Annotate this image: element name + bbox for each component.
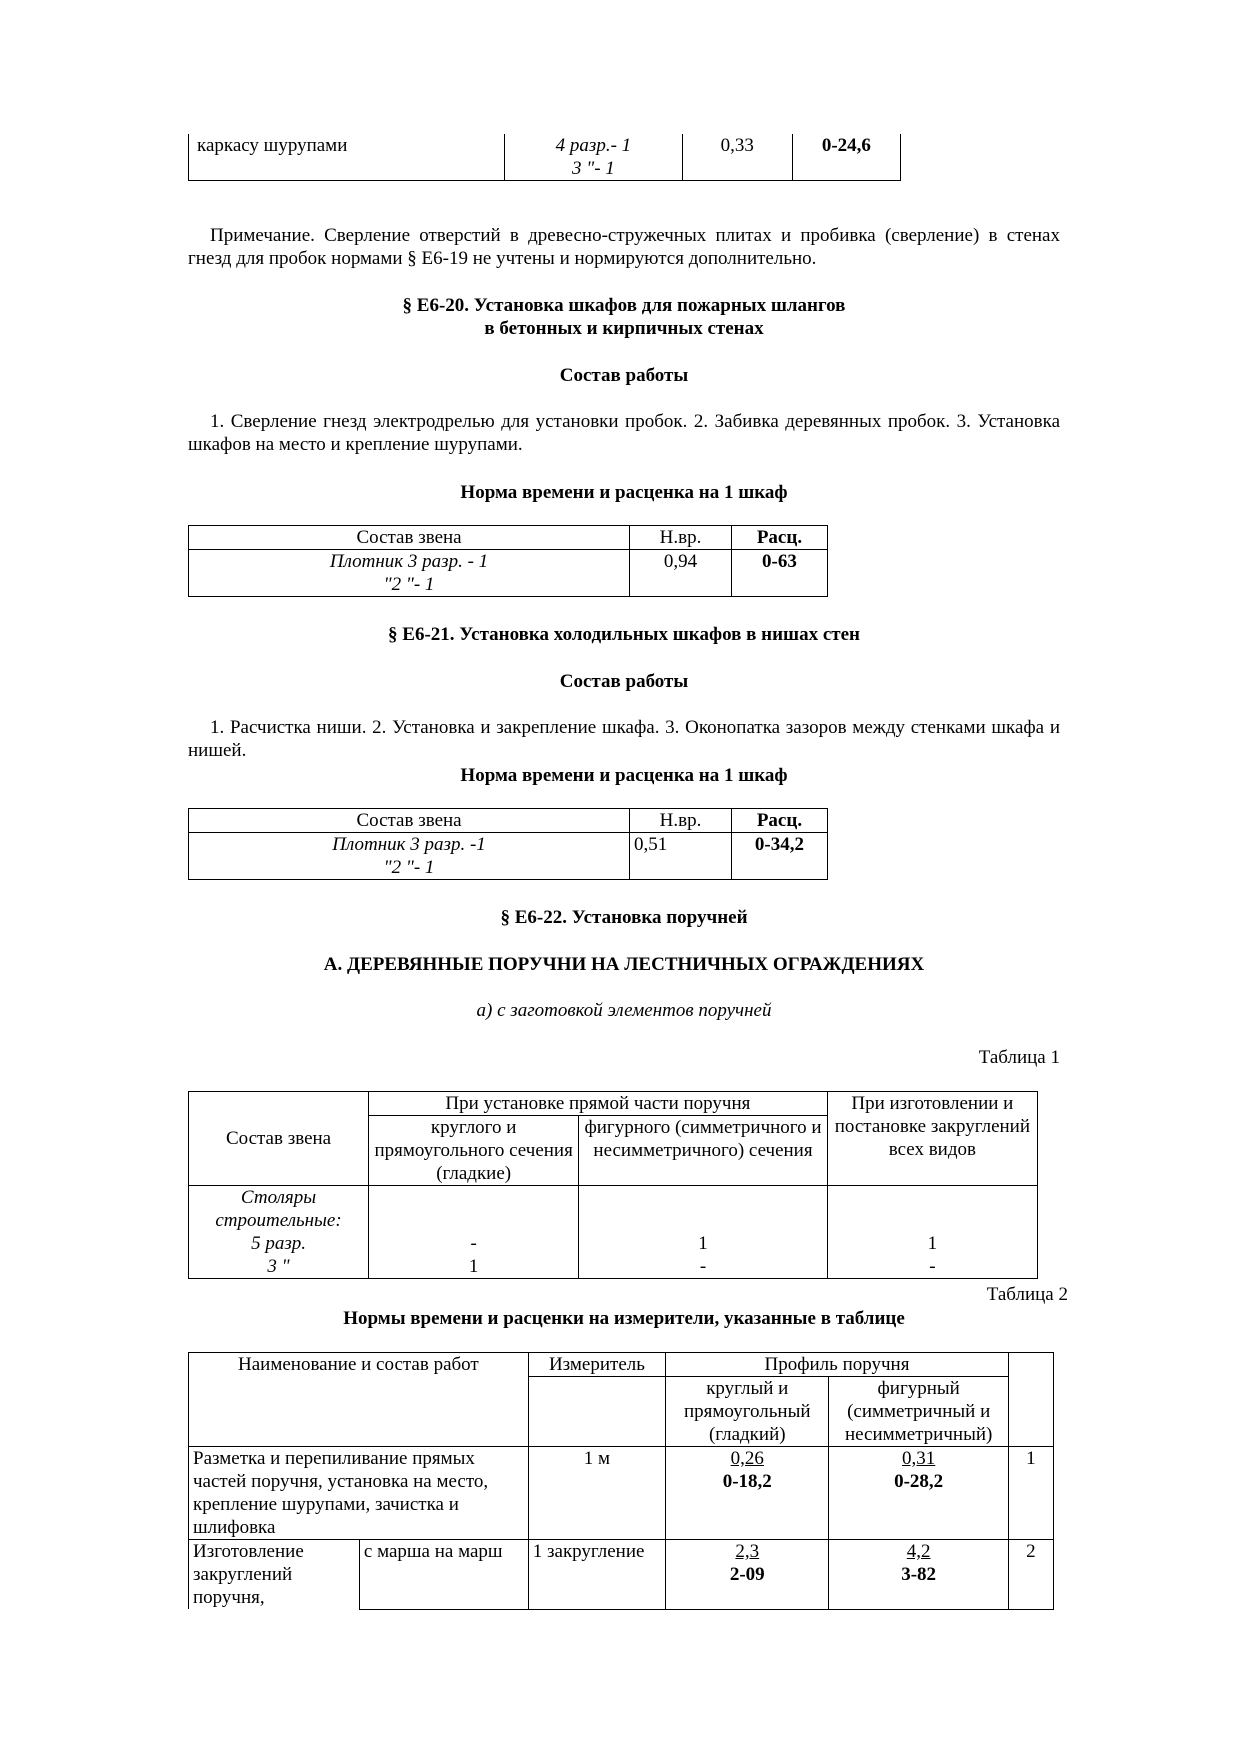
work-name-cell: каркасу шурупами [189, 134, 505, 181]
grade-cell: 5 разр. [189, 1232, 369, 1255]
table-header-row [189, 809, 828, 833]
table-header-row [189, 526, 828, 550]
header-figured: фигурный (симметричный и несимметричный) [829, 1377, 1008, 1447]
grade-cell: 3 " [189, 1255, 369, 1279]
section-title: § Е6-22. Установка поручней [500, 907, 748, 928]
table-row [189, 1186, 1038, 1233]
table-row [189, 1447, 1054, 1540]
figured-cell [829, 1447, 1008, 1540]
crew-line: Плотник 3 разр. -1 [332, 834, 486, 855]
header-round: круглый и прямоугольный (гладкий) [666, 1377, 829, 1447]
figured-cell: 1 [579, 1232, 827, 1255]
crew-cell [189, 833, 630, 880]
crew-line: "2 "- 1 [383, 574, 435, 595]
header-price: Расц. [731, 809, 827, 833]
time-cell: 0,94 [630, 550, 732, 597]
empty-cell [579, 1186, 827, 1233]
work-paragraph: 1. Сверление гнезд электродрелью для установки пробок. 2. Забивка деревянных пробок. 3. Установка шкафов на место и крепление шурупами. [188, 411, 1060, 455]
header-price: Расц. [731, 526, 827, 550]
crew-line: 4 разр.- 1 [555, 135, 632, 156]
work-sub-cell: с марша на марш [359, 1540, 528, 1610]
crew-title-cell: Столяры строительные: [189, 1186, 369, 1233]
price-cell: 0-24,6 [792, 134, 900, 181]
price-cell: 0-63 [731, 550, 827, 597]
table1-label: Таблица 1 [978, 1047, 1060, 1068]
work-paragraph: 1. Расчистка ниши. 2. Установка и закрепление шкафа. 3. Оконопатка зазоров между стенками шкафа и нишей. [188, 717, 1060, 761]
table2-heading: Нормы времени и расценки на измерители, указанные в таблице [343, 1308, 905, 1329]
unit-cell: 1 м [528, 1447, 665, 1540]
work-heading: Состав работы [559, 365, 689, 386]
figured-cell [829, 1540, 1008, 1610]
table-row [189, 1232, 1038, 1255]
header-round: круглого и прямоугольного сечения (гладкие) [369, 1116, 579, 1186]
norm-table [188, 525, 828, 597]
header-straight: При установке прямой части поручня [369, 1092, 828, 1116]
empty-cell [369, 1186, 579, 1233]
subsection-title: а) с заготовкой элементов поручней [476, 1000, 772, 1021]
time-value: 4,2 [906, 1541, 931, 1562]
work-name-cell: Разметка и перепиливание прямых частей поручня, установка на место, крепление шурупами, зачистка и шлифовка [189, 1447, 529, 1540]
figured-cell: - [579, 1255, 827, 1279]
note-paragraph: Примечание. Сверление отверстий в древесно-стружечных плитах и пробивка (сверление) в стенах гнезд для пробок нормами § Е6-19 не учтены и нормируются дополнительно. [188, 225, 1060, 269]
header-time: Н.вр. [630, 526, 732, 550]
header-num [1008, 1353, 1053, 1447]
crew-line: 3 "- 1 [572, 158, 615, 179]
norms-table [188, 1352, 1054, 1610]
header-name: Наименование и состав работ [189, 1353, 529, 1447]
price-value: 0-18,2 [722, 1471, 772, 1492]
table-header-row [189, 1353, 1054, 1377]
price-cell: 0-34,2 [731, 833, 827, 880]
header-profile: Профиль поручня [666, 1353, 1009, 1377]
crew-cell [505, 134, 683, 181]
header-crew: Состав звена [189, 809, 630, 833]
crew-line: "2 "- 1 [383, 857, 435, 878]
price-value: 2-09 [729, 1564, 765, 1585]
row-number: 2 [1008, 1540, 1053, 1610]
table-header-row [189, 1092, 1038, 1116]
section-title: § Е6-21. Установка холодильных шкафов в нишах стен [388, 624, 860, 645]
round-cell: - [369, 1232, 579, 1255]
table-row [189, 833, 828, 880]
work-name-cell: Изготовление закруглений поручня, [189, 1540, 360, 1610]
header-curves: При изготовлении и постановке закруглений всех видов [827, 1092, 1037, 1186]
norm-heading: Норма времени и расценка на 1 шкаф [460, 482, 788, 503]
time-cell: 0,51 [630, 833, 732, 880]
round-cell: 1 [369, 1255, 579, 1279]
table-row [189, 550, 828, 597]
curves-cell: - [827, 1255, 1037, 1279]
header-time: Н.вр. [630, 809, 732, 833]
crew-line: Плотник 3 разр. - 1 [329, 551, 489, 572]
crew-composition-table [188, 1091, 1038, 1279]
time-value: 0,26 [730, 1448, 764, 1469]
price-value: 0-28,2 [894, 1471, 944, 1492]
curves-cell: 1 [827, 1232, 1037, 1255]
header-unit: Измеритель [528, 1353, 665, 1377]
table-row [189, 134, 901, 181]
crew-cell [189, 550, 630, 597]
section-title: в бетонных и кирпичных стенах [484, 318, 764, 339]
round-cell [666, 1447, 829, 1540]
table-row [189, 1540, 1054, 1610]
norm-heading: Норма времени и расценка на 1 шкаф [460, 765, 788, 786]
time-value: 2,3 [735, 1541, 760, 1562]
unit-cell: 1 закругление [528, 1540, 665, 1610]
header-crew: Состав звена [189, 1092, 369, 1186]
row-number: 1 [1008, 1447, 1053, 1540]
table-row [189, 1255, 1038, 1279]
header-unit-empty [528, 1377, 665, 1447]
section-a-title: А. ДЕРЕВЯННЫЕ ПОРУЧНИ НА ЛЕСТНИЧНЫХ ОГРАЖДЕНИЯХ [323, 954, 925, 975]
section-title: § Е6-20. Установка шкафов для пожарных шлангов [402, 295, 846, 316]
table2-label: Таблица 2 [986, 1284, 1068, 1305]
time-cell: 0,33 [682, 134, 792, 181]
time-value: 0,31 [902, 1448, 936, 1469]
work-heading: Состав работы [559, 671, 689, 692]
norm-table [188, 808, 828, 880]
round-cell [666, 1540, 829, 1610]
empty-cell [827, 1186, 1037, 1233]
price-value: 3-82 [901, 1564, 937, 1585]
header-crew: Состав звена [189, 526, 630, 550]
header-figured: фигурного (симметричного и несимметричного) сечения [579, 1116, 827, 1186]
continuation-table [188, 134, 901, 181]
